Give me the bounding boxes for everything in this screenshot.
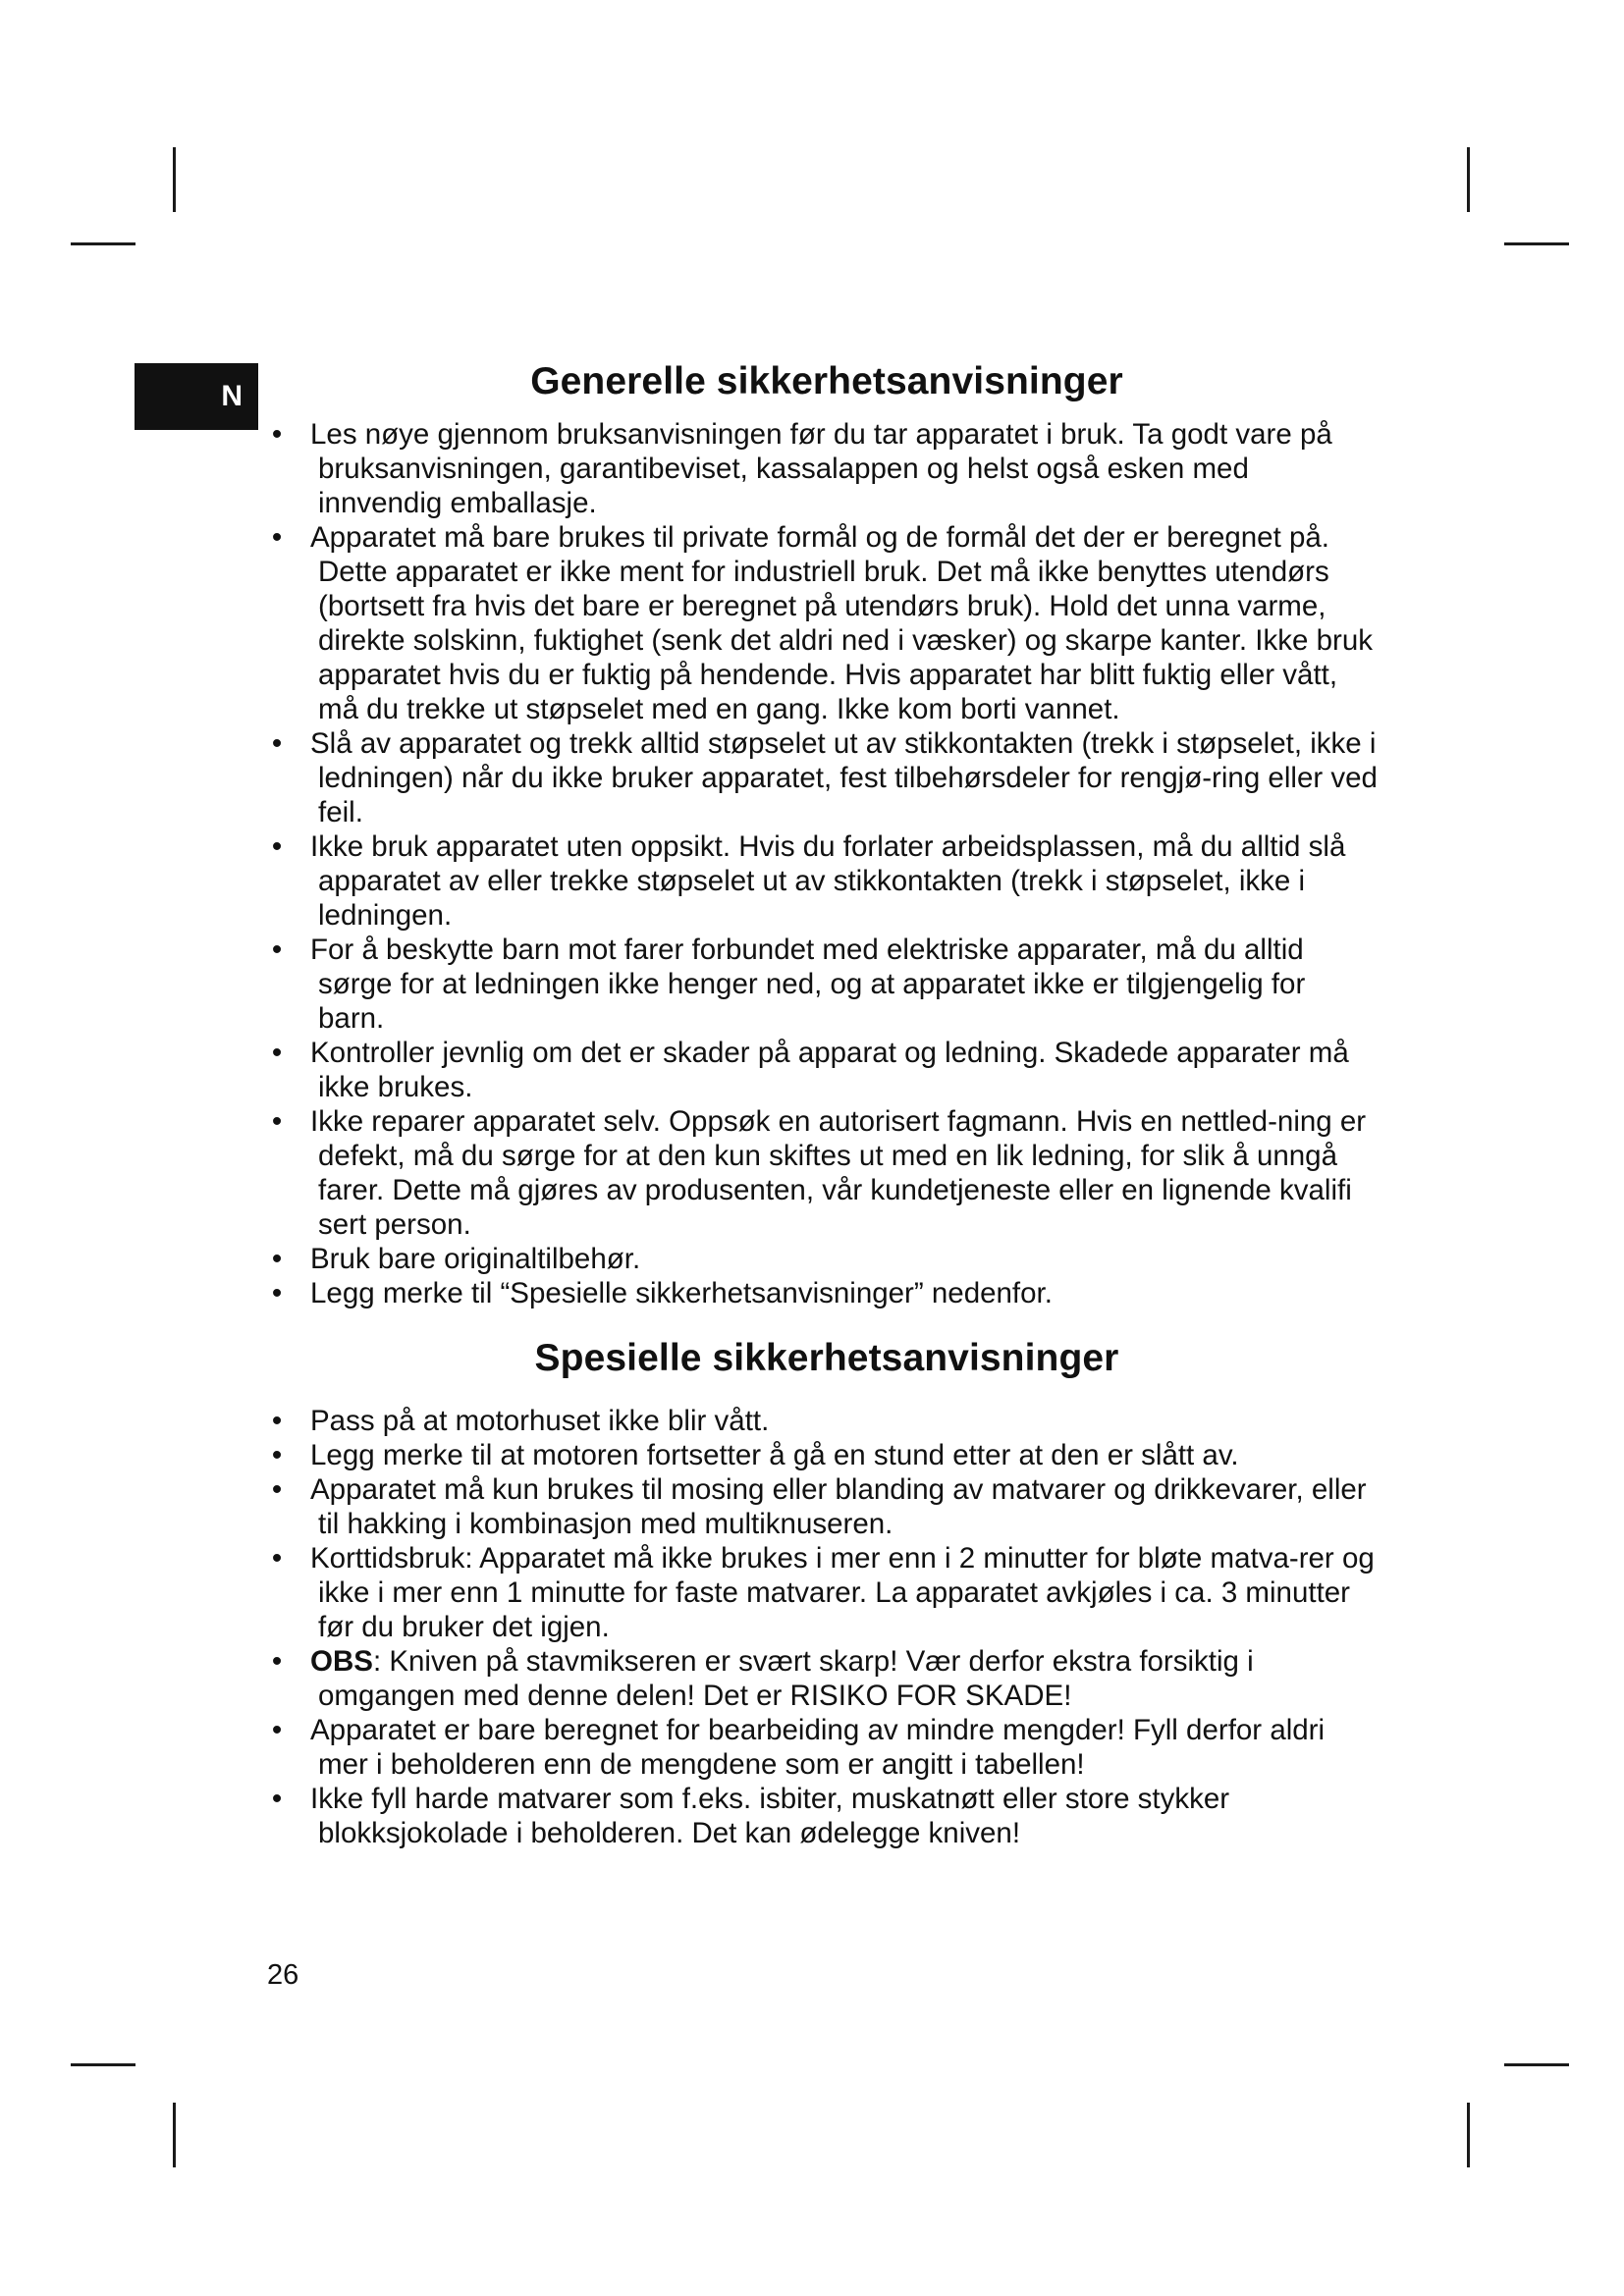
list-item <box>267 726 1386 829</box>
bullet-icon: • <box>271 726 283 760</box>
bullet-icon: • <box>271 1242 283 1275</box>
section-title-special-safety: Spesielle sikkerhetsanvisninger <box>534 1336 1119 1379</box>
list-item <box>267 829 1386 933</box>
bullet-icon: • <box>271 1541 283 1575</box>
list-item <box>267 1404 1386 1438</box>
bullet-icon: • <box>271 1644 283 1678</box>
crop-mark-top-right-vertical <box>1467 147 1470 212</box>
list-item-text <box>310 1644 1379 1713</box>
bullet-icon: • <box>271 1438 283 1471</box>
list-item-text: Legg merke til “Spesielle sikkerhetsanvisninger” nedenfor. <box>310 1276 1053 1309</box>
list-item <box>267 1242 1386 1276</box>
list-item-text: Les nøye gjennom bruksanvisningen før du tar apparatet i bruk. Ta godt vare på bruksanvisningen, garantibeviset, kassalappen og helst også esken med innvendig emballasje. <box>310 417 1332 519</box>
bullet-icon: • <box>271 520 283 554</box>
list-item <box>267 1472 1386 1541</box>
list-item <box>267 1541 1386 1644</box>
bullet-icon: • <box>271 1276 283 1309</box>
obs-label: OBS <box>310 1644 373 1678</box>
list-item-text: Ikke reparer apparatet selv. Oppsøk en autorisert fagmann. Hvis en nettled-ning er defekt, må du sørge for at den kun skiftes ut med en lik ledning, for slik å unngå farer. Dette må gjøres av produsenten, vår kundetjeneste eller en lignende kvalifi sert person. <box>310 1104 1367 1241</box>
obs-text: : Kniven på stavmikseren er svært skarp! Vær derfor ekstra forsiktig i omgangen med denne delen! Det er RISIKO FOR SKADE! <box>318 1644 1254 1712</box>
list-item-text: For å beskytte barn mot farer forbundet med elektriske apparater, må du alltid sørge for at ledningen ikke henger ned, og at apparatet ikke er tilgjengelig for barn. <box>310 933 1306 1035</box>
list-item <box>267 520 1386 726</box>
list-item <box>267 1782 1386 1850</box>
list-item-text: Apparatet er bare beregnet for bearbeiding av mindre mengder! Fyll derfor aldri mer i beholderen enn de mengdene som er angitt i tabellen! <box>310 1713 1326 1781</box>
language-tab <box>135 363 258 430</box>
list-item-text: Apparatet må bare brukes til private formål og de formål det der er beregnet på. Dette apparatet er ikke ment for industriell bruk. Det må ikke benyttes utendørs (bortsett fra hvis det bare er beregnet på utendørs bruk). Hold det unna varme, direkte solskinn, fuktighet (senk det aldri ned i væsker) og skarpe kanter. Ikke bruk apparatet hvis du er fuktig på hendende. Hvis apparatet har blitt fuktig eller vått, må du trekke ut støpselet med en gang. Ikke kom borti vannet. <box>310 520 1373 725</box>
crop-mark-bottom-right-vertical <box>1467 2103 1470 2167</box>
crop-mark-bottom-left-horizontal <box>71 2063 135 2066</box>
crop-mark-top-left-horizontal <box>71 242 135 245</box>
list-item-text: Slå av apparatet og trekk alltid støpselet ut av stikkontakten (trekk i støpselet, ikke i ledningen) når du ikke bruker apparatet, fest tilbehørsdeler for rengjø-ring eller ved feil. <box>310 726 1378 828</box>
list-item <box>267 1036 1386 1104</box>
list-item-text: Kontroller jevnlig om det er skader på apparat og ledning. Skadede apparater må ikke brukes. <box>310 1036 1349 1103</box>
bullet-icon: • <box>271 417 283 451</box>
list-item-text: Legg merke til at motoren fortsetter å gå en stund etter at den er slått av. <box>310 1438 1239 1471</box>
list-item <box>267 1713 1386 1782</box>
list-item-text: Pass på at motorhuset ikke blir vått. <box>310 1404 770 1437</box>
list-item <box>267 933 1386 1036</box>
general-safety-list <box>267 417 1386 1310</box>
crop-mark-top-left-vertical <box>173 147 176 212</box>
language-tab-label: N <box>221 380 243 412</box>
list-item <box>267 1438 1386 1472</box>
crop-mark-bottom-left-vertical <box>173 2103 176 2167</box>
bullet-icon: • <box>271 829 283 863</box>
list-item-text: Ikke fyll harde matvarer som f.eks. isbiter, muskatnøtt eller store stykker blokksjokolade i beholderen. Det kan ødelegge kniven! <box>310 1782 1230 1849</box>
list-item <box>267 417 1386 520</box>
special-safety-list <box>267 1404 1386 1850</box>
bullet-icon: • <box>271 1713 283 1746</box>
bullet-icon: • <box>271 1036 283 1069</box>
list-item <box>267 1104 1386 1242</box>
list-item <box>267 1276 1386 1310</box>
list-item-text: Apparatet må kun brukes til mosing eller blanding av matvarer og drikkevarer, eller til hakking i kombinasjon med multiknuseren. <box>310 1472 1367 1540</box>
section-title-general-safety: Generelle sikkerhetsanvisninger <box>530 360 1123 402</box>
bullet-icon: • <box>271 1104 283 1138</box>
page-content <box>267 359 1386 1850</box>
crop-mark-top-right-horizontal <box>1504 242 1569 245</box>
list-item-text: Korttidsbruk: Apparatet må ikke brukes i mer enn i 2 minutter for bløte matva-rer og ikke i mer enn 1 minutte for faste matvarer. La apparatet avkjøles i ca. 3 minutter før du bruker det igjen. <box>310 1541 1375 1643</box>
list-item-text: Ikke bruk apparatet uten oppsikt. Hvis du forlater arbeidsplassen, må du alltid slå apparatet av eller trekke støpselet ut av stikkontakten (trekk i støpselet, ikke i ledningen. <box>310 829 1346 932</box>
bullet-icon: • <box>271 1472 283 1506</box>
bullet-icon: • <box>271 1782 283 1815</box>
bullet-icon: • <box>271 933 283 966</box>
bullet-icon: • <box>271 1404 283 1437</box>
page-number: 26 <box>267 1959 299 1991</box>
crop-mark-bottom-right-horizontal <box>1504 2063 1569 2066</box>
list-item-text: Bruk bare originaltilbehør. <box>310 1242 641 1275</box>
list-item-warning <box>267 1644 1386 1713</box>
